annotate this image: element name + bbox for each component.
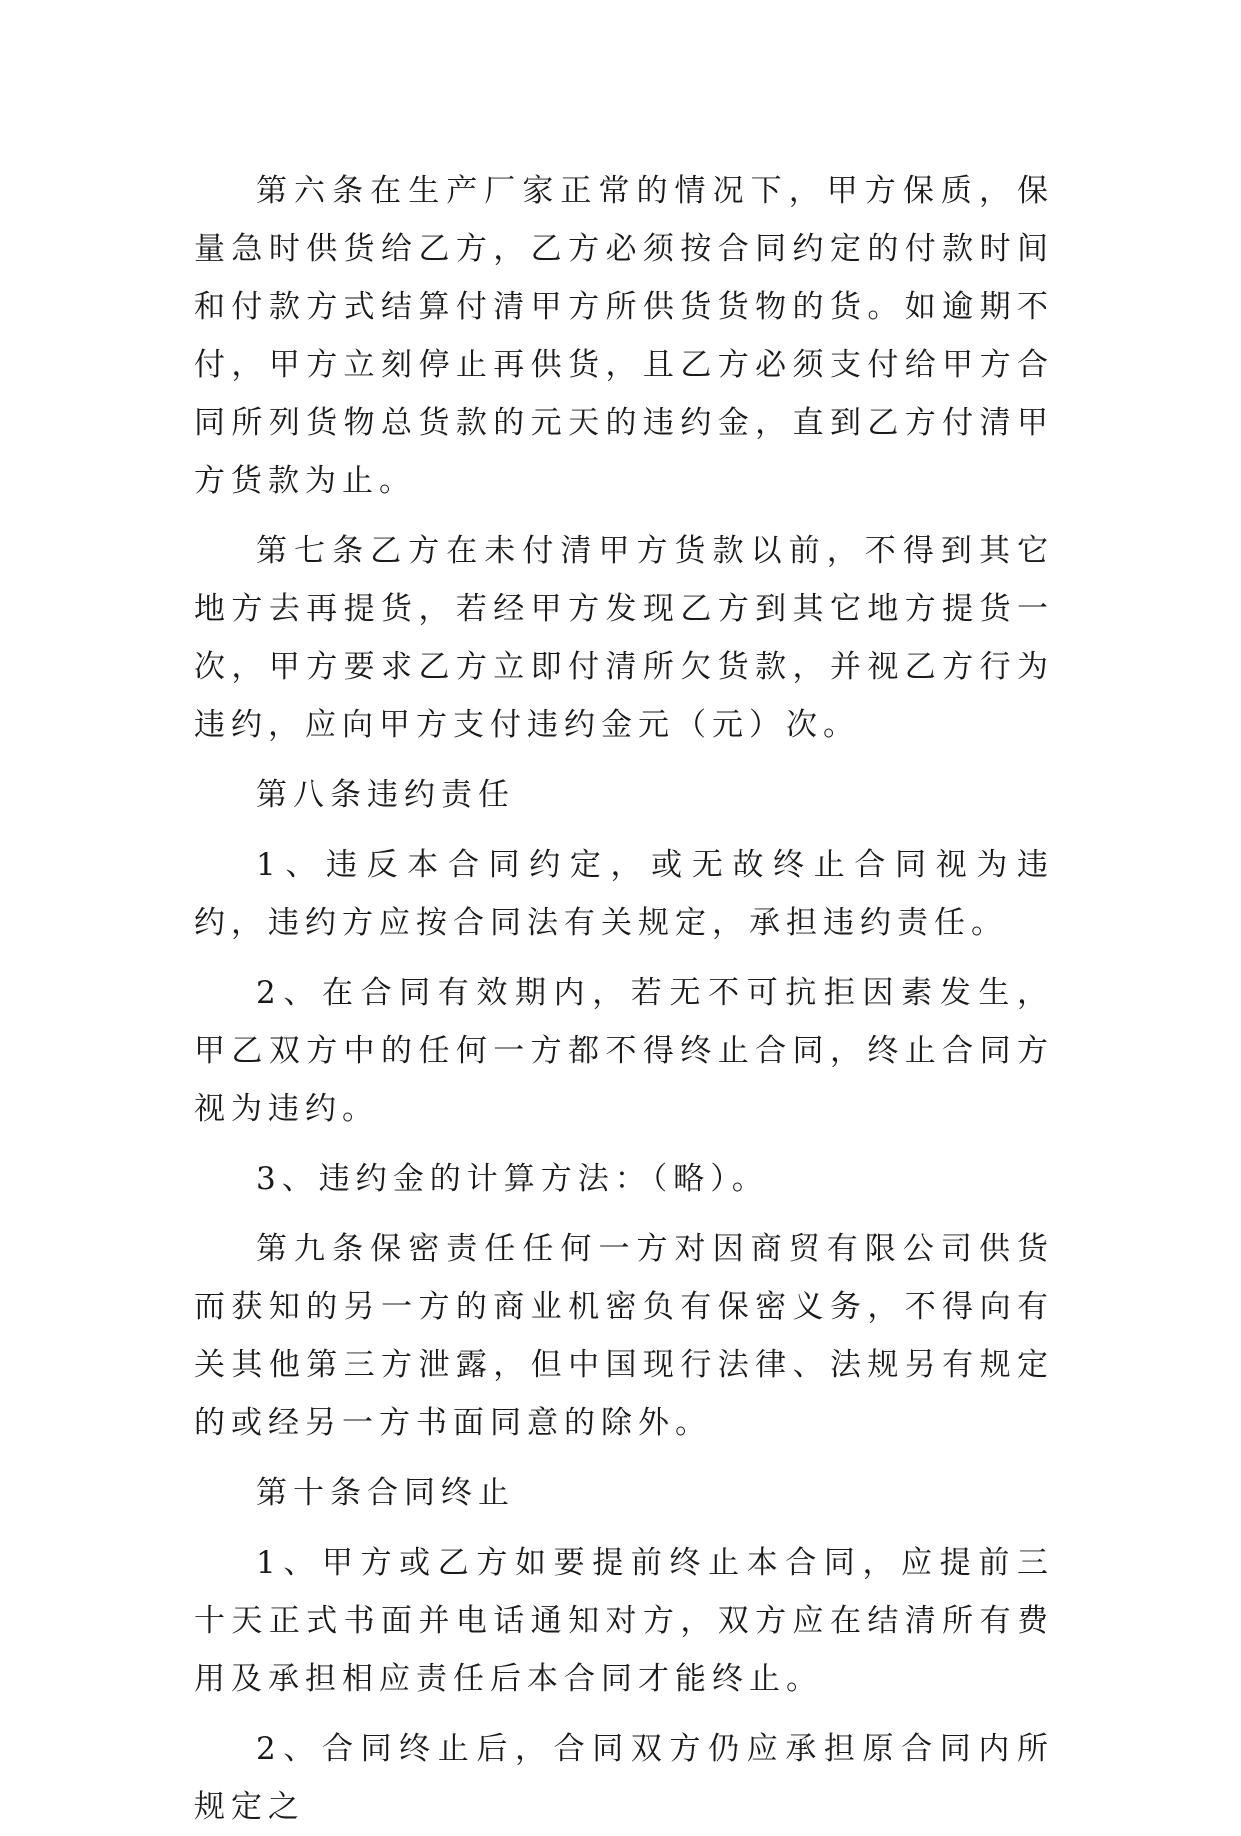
paragraph-article-10-item-2: 2、合同终止后，合同双方仍应承担原合同内所规定之 (194, 1731, 1054, 1825)
paragraph-article-6: 第六条在生产厂家正常的情况下，甲方保质，保量急时供货给乙方，乙方必须按合同约定的付款时间和付款方式结算付清甲方所供货货物的货。如逾期不付，甲方立刻停止再供货，且乙方必须支付给甲方合同所列货物总货款的元天的违约金，直到乙方付清甲方货款为止。 (194, 173, 1054, 499)
paragraph-article-8-item-2: 2、在合同有效期内，若无不可抗拒因素发生，甲乙双方中的任何一方都不得终止合同，终止合同方视为违约。 (194, 975, 1054, 1127)
heading-article-10: 第十条合同终止 (256, 1475, 515, 1511)
paragraph-article-8-item-3: 3、违约金的计算方法：（略）。 (256, 1161, 769, 1197)
heading-article-8: 第八条违约责任 (256, 777, 515, 813)
paragraph-article-9: 第九条保密责任任何一方对因商贸有限公司供货而获知的另一方的商业机密负有保密义务，不得向有关其他第三方泄露，但中国现行法律、法规另有规定的或经另一方书面同意的除外。 (194, 1231, 1054, 1441)
paragraph-article-8-item-1: 1、违反本合同约定，或无故终止合同视为违约，违约方应按合同法有关规定，承担违约责任。 (194, 847, 1054, 941)
paragraph-article-7: 第七条乙方在未付清甲方货款以前，不得到其它地方去再提货，若经甲方发现乙方到其它地方提货一次，甲方要求乙方立即付清所欠货款，并视乙方行为违约，应向甲方支付违约金元（元）次。 (194, 533, 1054, 743)
paragraph-article-10-item-1: 1、甲方或乙方如要提前终止本合同，应提前三十天正式书面并电话通知对方，双方应在结清所有费用及承担相应责任后本合同才能终止。 (194, 1545, 1054, 1697)
document-body (194, 162, 1054, 1836)
